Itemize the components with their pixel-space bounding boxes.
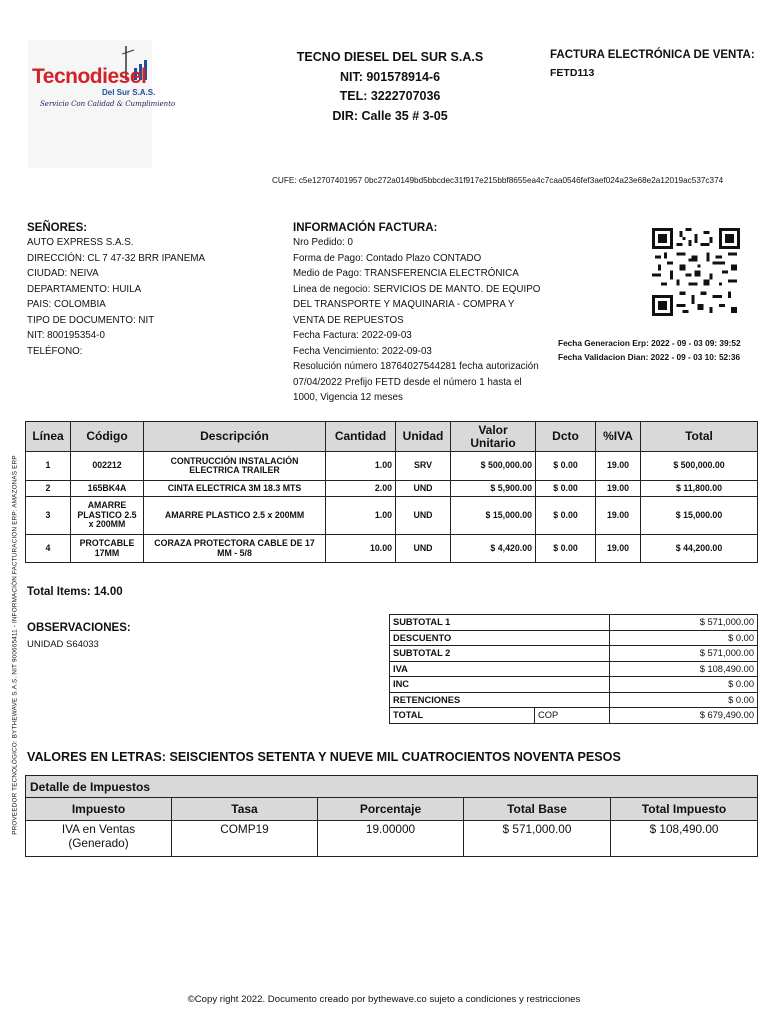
info-line: Linea de negocio: SERVICIOS DE MANTO. DE EQUIPO	[293, 283, 541, 295]
info-line: Nro Pedido: 0	[293, 237, 353, 248]
info-line: 1000, Vigencia 12 meses	[293, 392, 403, 403]
col-header: Unidad	[396, 422, 451, 452]
company-header	[260, 48, 520, 126]
qr-code-icon	[652, 228, 740, 316]
cell: $ 0.00	[536, 481, 596, 497]
totals-row	[390, 677, 758, 693]
cell: $ 0.00	[536, 535, 596, 563]
cell: $ 0.00	[536, 497, 596, 535]
items-header-row	[26, 422, 758, 452]
cell: 1.00	[326, 497, 396, 535]
cell: $ 571,000.00	[464, 821, 611, 857]
cell: $ 15,000.00	[641, 497, 758, 535]
cell: IVA en Ventas (Generado)	[26, 821, 172, 857]
client-line: DIRECCIÓN: CL 7 47-32 BRR IPANEMA	[27, 252, 206, 264]
col-header: Impuesto	[26, 798, 172, 821]
client-line: AUTO EXPRESS S.A.S.	[27, 237, 134, 248]
totals-value: $ 0.00	[610, 677, 758, 693]
table-row	[26, 535, 758, 563]
cell: UND	[396, 481, 451, 497]
logo-slogan: Servicio Con Calidad & Cumplimiento	[40, 100, 176, 108]
cell: $ 4,420.00	[451, 535, 536, 563]
client-title: SEÑORES:	[27, 222, 88, 234]
info-line: Medio de Pago: TRANSFERENCIA ELECTRÓNICA	[293, 268, 519, 279]
col-header: Total Impuesto	[611, 798, 758, 821]
currency-code: COP	[535, 708, 610, 724]
provider-side-text: PROVEEDOR TECNOLÓGICO: BYTHEWAVE S.A.S. NIT 900665411 - INFORMACIÓN FACTURACION ERP: AMAZONAS ERP	[11, 455, 19, 835]
cell: $ 500,000.00	[451, 452, 536, 481]
invoice-number: FETD113	[550, 67, 595, 79]
cell: 165BK4A	[71, 481, 144, 497]
totals-value: $ 0.00	[610, 692, 758, 708]
totals-value: $ 108,490.00	[610, 661, 758, 677]
cell: 1.00	[326, 452, 396, 481]
cell: 002212	[71, 452, 144, 481]
items-table	[25, 421, 758, 563]
cell: 10.00	[326, 535, 396, 563]
totals-row	[390, 646, 758, 662]
amount-in-words: VALORES EN LETRAS: SEISCIENTOS SETENTA Y NUEVE MIL CUATROCIENTOS NOVENTA PESOS	[27, 750, 621, 764]
tax-detail-table	[25, 775, 758, 857]
cell: 19.00	[596, 481, 641, 497]
info-line: Forma de Pago: Contado Plazo CONTADO	[293, 252, 482, 264]
cell: 1	[26, 452, 71, 481]
cell: SRV	[396, 452, 451, 481]
cell: $ 44,200.00	[641, 535, 758, 563]
observations-title: OBSERVACIONES:	[27, 622, 131, 634]
logo-suffix: Del Sur S.A.S.	[102, 88, 156, 97]
info-line: Resolución número 18764027544281 fecha autorización	[293, 361, 539, 372]
total-label: TOTAL	[390, 708, 535, 724]
info-line: VENTA DE REPUESTOS	[293, 314, 404, 326]
cell: CONTRUCCIÓN INSTALACIÓN ELECTRICA TRAILER	[144, 452, 326, 481]
footer-copyright: ©Copy right 2022. Documento creado por bythewave.co sujeto a condiciones y restricciones	[187, 994, 581, 1005]
cell: $ 500,000.00	[641, 452, 758, 481]
col-header: Total Base	[464, 798, 611, 821]
client-line: TELÉFONO:	[27, 345, 83, 357]
cell: $ 15,000.00	[451, 497, 536, 535]
cell: CINTA ELECTRICA 3M 18.3 MTS	[144, 481, 326, 497]
client-line: DEPARTAMENTO: HUILA	[27, 283, 142, 295]
invoice-info-block	[293, 222, 553, 406]
totals-value: $ 571,000.00	[610, 615, 758, 631]
cell: AMARRE PLASTICO 2.5 x 200MM	[144, 497, 326, 535]
totals-row	[390, 630, 758, 646]
col-header: Línea	[26, 422, 71, 452]
client-line: PAIS: COLOMBIA	[27, 299, 106, 310]
client-line: CIUDAD: NEIVA	[27, 268, 99, 279]
observations-text: UNIDAD S64033	[27, 639, 99, 650]
tax-detail-title: Detalle de Impuestos	[26, 776, 758, 798]
totals-label: DESCUENTO	[390, 630, 610, 646]
cell: 4	[26, 535, 71, 563]
invoice-title: FACTURA ELECTRÓNICA DE VENTA:	[550, 49, 755, 61]
cell: COMP19	[172, 821, 318, 857]
cell: AMARRE PLASTICO 2.5 x 200MM	[71, 497, 144, 535]
totals-value: $ 571,000.00	[610, 646, 758, 662]
cell: $ 11,800.00	[641, 481, 758, 497]
totals-row	[390, 615, 758, 631]
cufe-code: CUFE: c5e12707401957 0bc272a0149bd5bbcdec31f917e215bbf8655ea4c7caa0546fef3aef024a23e68e2a12019ac537c374	[272, 176, 724, 185]
cell: UND	[396, 497, 451, 535]
totals-label: SUBTOTAL 1	[390, 615, 610, 631]
table-row	[26, 481, 758, 497]
erp-date: Fecha Generacion Erp: 2022 - 09 - 03 09: 39:52	[558, 338, 741, 348]
col-header: Descripción	[144, 422, 326, 452]
col-header: Cantidad	[326, 422, 396, 452]
company-name: TECNO DIESEL DEL SUR S.A.S	[296, 50, 484, 64]
cell: 19.00	[596, 535, 641, 563]
client-line: NIT: 800195354-0	[27, 330, 105, 341]
info-line: DEL TRANSPORTE Y MAQUINARIA - COMPRA Y	[293, 299, 515, 310]
table-row	[26, 497, 758, 535]
totals-grand-row	[390, 708, 758, 724]
company-address: DIR: Calle 35 # 3-05	[332, 108, 448, 123]
info-line: 07/04/2022 Prefijo FETD desde el número 1 hasta el	[293, 376, 522, 388]
invoice-info-title: INFORMACIÓN FACTURA:	[293, 222, 438, 234]
cell: 19.00	[596, 452, 641, 481]
logo-wordmark: Tecnodiesel	[32, 65, 147, 88]
col-header: Porcentaje	[318, 798, 464, 821]
cell: 19.00000	[318, 821, 464, 857]
company-tel: TEL: 3222707036	[339, 89, 441, 103]
col-header: Código	[71, 422, 144, 452]
cell: UND	[396, 535, 451, 563]
table-row	[26, 821, 758, 857]
info-line: Fecha Vencimiento: 2022-09-03	[293, 345, 432, 357]
validation-dates	[558, 337, 741, 364]
col-header: %IVA	[596, 422, 641, 452]
cell: $ 108,490.00	[611, 821, 758, 857]
cell: CORAZA PROTECTORA CABLE DE 17 MM - 5/8	[144, 535, 326, 563]
col-header: Tasa	[172, 798, 318, 821]
total-value: $ 679,490.00	[610, 708, 758, 724]
totals-table	[389, 614, 758, 724]
cell: $ 5,900.00	[451, 481, 536, 497]
totals-label: SUBTOTAL 2	[390, 646, 610, 662]
col-header: Dcto	[536, 422, 596, 452]
info-line: Fecha Factura: 2022-09-03	[293, 330, 412, 341]
table-row	[26, 452, 758, 481]
cell: $ 0.00	[536, 452, 596, 481]
cell: 2	[26, 481, 71, 497]
client-block	[27, 222, 277, 359]
totals-label: INC	[390, 677, 610, 693]
cell: 3	[26, 497, 71, 535]
total-items: Total Items: 14.00	[27, 586, 123, 598]
col-header: Total	[641, 422, 758, 452]
col-header: Valor Unitario	[451, 422, 536, 452]
tax-caption-row	[26, 776, 758, 798]
totals-label: RETENCIONES	[390, 692, 610, 708]
totals-row	[390, 661, 758, 677]
cell: 19.00	[596, 497, 641, 535]
totals-label: IVA	[390, 661, 610, 677]
totals-row	[390, 692, 758, 708]
cell: PROTCABLE 17MM	[71, 535, 144, 563]
client-line: TIPO DE DOCUMENTO: NIT	[27, 314, 155, 326]
totals-value: $ 0.00	[610, 630, 758, 646]
cell: 2.00	[326, 481, 396, 497]
dian-date: Fecha Validacion Dian: 2022 - 09 - 03 10: 52:36	[558, 351, 741, 362]
tax-header-row	[26, 798, 758, 821]
company-nit: NIT: 901578914-6	[339, 69, 441, 84]
